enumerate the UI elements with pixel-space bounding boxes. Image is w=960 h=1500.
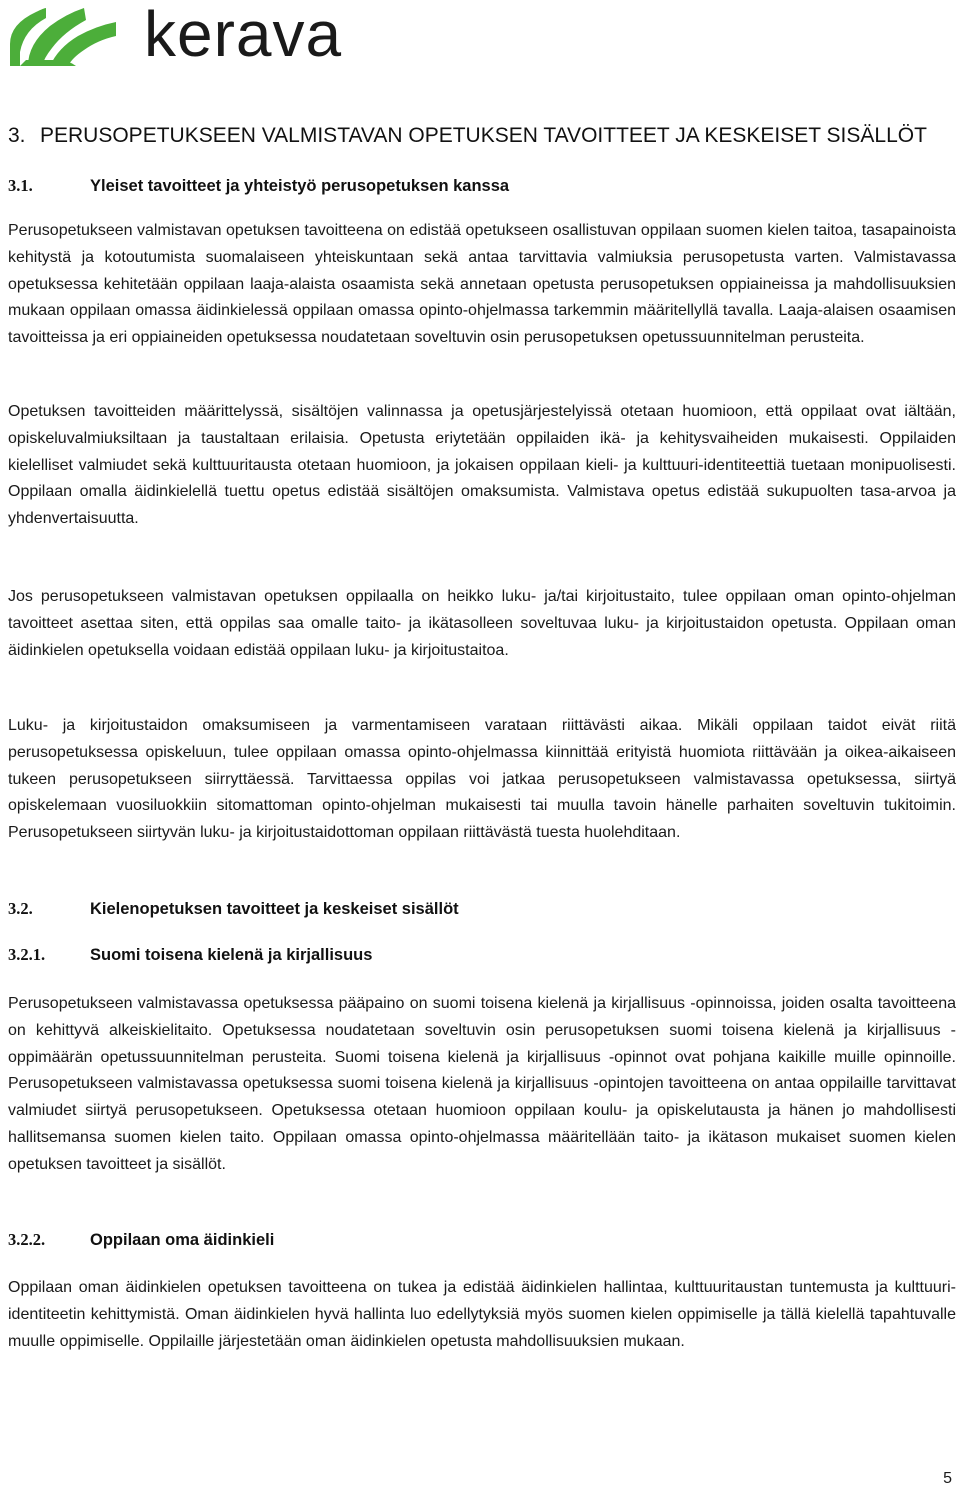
chapter-number: 3. [8, 124, 26, 147]
kerava-logo [6, 4, 406, 70]
kerava-logo-mark [6, 4, 406, 70]
section-title: Oppilaan oma äidinkieli [90, 1231, 275, 1249]
section-number: 3.1. [8, 176, 33, 195]
section-heading-3-2 [8, 897, 459, 921]
section-heading-3-2-2 [8, 1228, 274, 1252]
paragraph-6: Oppilaan oman äidinkielen opetuksen tavoitteena on tukea ja edistää äidinkielen hallintaa, kulttuuritaustan tuntemusta ja kulttuuri-identiteetin kehittymistä. Oman äidinkielen hyvä hallinta luo edellytyksiä myös suomen kielen oppimiselle ja tällä kielellä tapahtuvalle muulle oppimiselle. Oppilaille järjestetään oman äidinkielen opetusta mahdollisuuksien mukaan. [8, 1279, 956, 1350]
chapter-heading [8, 121, 956, 151]
paragraph-5: Perusopetukseen valmistavassa opetuksessa pääpaino on suomi toisena kielenä ja kirjallisuus -opinnoissa, joiden osalta tavoitteena on kehittyvä alkeiskielitaito. Opetuksessa noudatetaan soveltuvin osin perusopetuksen suomi toisena kielenä ja kirjallisuus -oppimäärän opetussuunnitelman perusteita. Suomi toisena kielenä ja kirjallisuus -opinnot ovat pohjana kaikille muille opinnoille. Perusopetukseen valmistavassa opetuksessa suomi toisena kielenä ja kirjallisuus -opintojen tavoitteena on antaa oppilaille tarvittavat valmiudet siirtyä perusopetukseen. Opetuksessa otetaan huomioon oppilaan koulu- ja opiskelutausta ja hänen jo mahdollisesti hallitsemansa suomen kielen taito. Oppilaan omassa opinto-ohjelmassa määritellään taito- ja ikätason mukaiset suomen kielen opetuksen tavoitteet ja sisällöt. [8, 995, 956, 1173]
logo-wordmark: kerava [144, 4, 343, 70]
section-number: 3.2.2. [8, 1230, 46, 1249]
chapter-title: PERUSOPETUKSEEN VALMISTAVAN OPETUKSEN TAVOITTEET JA KESKEISET SISÄLLÖT [40, 124, 927, 147]
paragraph-1: Perusopetukseen valmistavan opetuksen tavoitteena on edistää opetukseen osallistuvan oppilaan suomen kielen taitoa, tasapainoista kehitystä ja kotoutumista suomalaiseen yhteiskuntaan sekä antaa tarvittavia valmiuksia perusopetusta varten. Valmistavassa opetuksessa kehitetään oppilaan laaja-alaista osaamista sekä annetaan opetusta perusopetuksen oppiaineissa ja mahdollisuuksien mukaan oppilaan omassa äidinkielessä oppilaan omassa opinto-ohjelmassa tarkemmin määritellyllä tavalla. Laaja-alaisen osaamisen tavoitteissa ja eri oppiaineiden opetuksessa noudatetaan soveltuvin osin perusopetuksen opetussuunnitelman perusteita. [8, 222, 956, 347]
section-heading-3-1 [8, 174, 509, 198]
section-number: 3.2. [8, 899, 33, 918]
page-number: 5 [943, 1470, 952, 1487]
section-title: Yleiset tavoitteet ja yhteistyö perusopetuksen kanssa [90, 177, 510, 195]
paragraph-4: Luku- ja kirjoitustaidon omaksumiseen ja varmentamiseen varataan riittävästi aikaa. Mikäli oppilaan taidot eivät riitä perusopetuksessa opiskeluun, tulee oppilaan omassa opinto-ohjelmassa kiinnittää erityistä huomiota riittävään ja oikea-aikaiseen tukeen perusopetukseen siirryttäessä. Tarvittaessa oppilas voi jatkaa perusopetukseen valmistavassa opetuksessa, siirtyä opiskelemaan vuosiluokkiin sitomattoman opinto-ohjelman mukaisesti tai muulla tavoin hänelle parhaiten soveltuvin tukitoimin. Perusopetukseen siirtyvän luku- ja kirjoitustaidottoman oppilaan riittävästä tuesta huolehditaan. [8, 717, 956, 842]
section-title: Suomi toisena kielenä ja kirjallisuus [90, 946, 373, 964]
section-title: Kielenopetuksen tavoitteet ja keskeiset sisällöt [90, 900, 459, 918]
section-heading-3-2-1 [8, 943, 372, 967]
paragraph-2: Opetuksen tavoitteiden määrittelyssä, sisältöjen valinnassa ja opetusjärjestelyissä otetaan huomioon, että oppilaat ovat iältään, opiskeluvalmiuksiltaan ja taustaltaan erilaisia. Opetusta eriytetään oppilaiden ikä- ja kehitysvaiheiden mukaisesti. Oppilaiden kielelliset valmiudet sekä kulttuuritausta otetaan huomioon, ja jokaisen oppilaan kieli- ja kulttuuri-identiteettiä tuetaan monipuolisesti. Oppilaan omalla äidinkielellä tuettu opetus edistää sisältöjen omaksumista. Valmistava opetus edistää sukupuolten tasa-arvoa ja yhdenvertaisuutta. [8, 403, 956, 528]
section-number: 3.2.1. [8, 945, 46, 964]
paragraph-3: Jos perusopetukseen valmistavan opetuksen oppilaalla on heikko luku- ja/tai kirjoitustaito, tulee oppilaan oman opinto-ohjelman tavoitteet asettaa siten, että oppilas saa omalle taito- ja ikätasolleen soveltuvaa luku- ja kirjoitustaidon opetusta. Oppilaan oman äidinkielen opetuksella voidaan edistää oppilaan luku- ja kirjoitustaitoa. [8, 588, 956, 659]
